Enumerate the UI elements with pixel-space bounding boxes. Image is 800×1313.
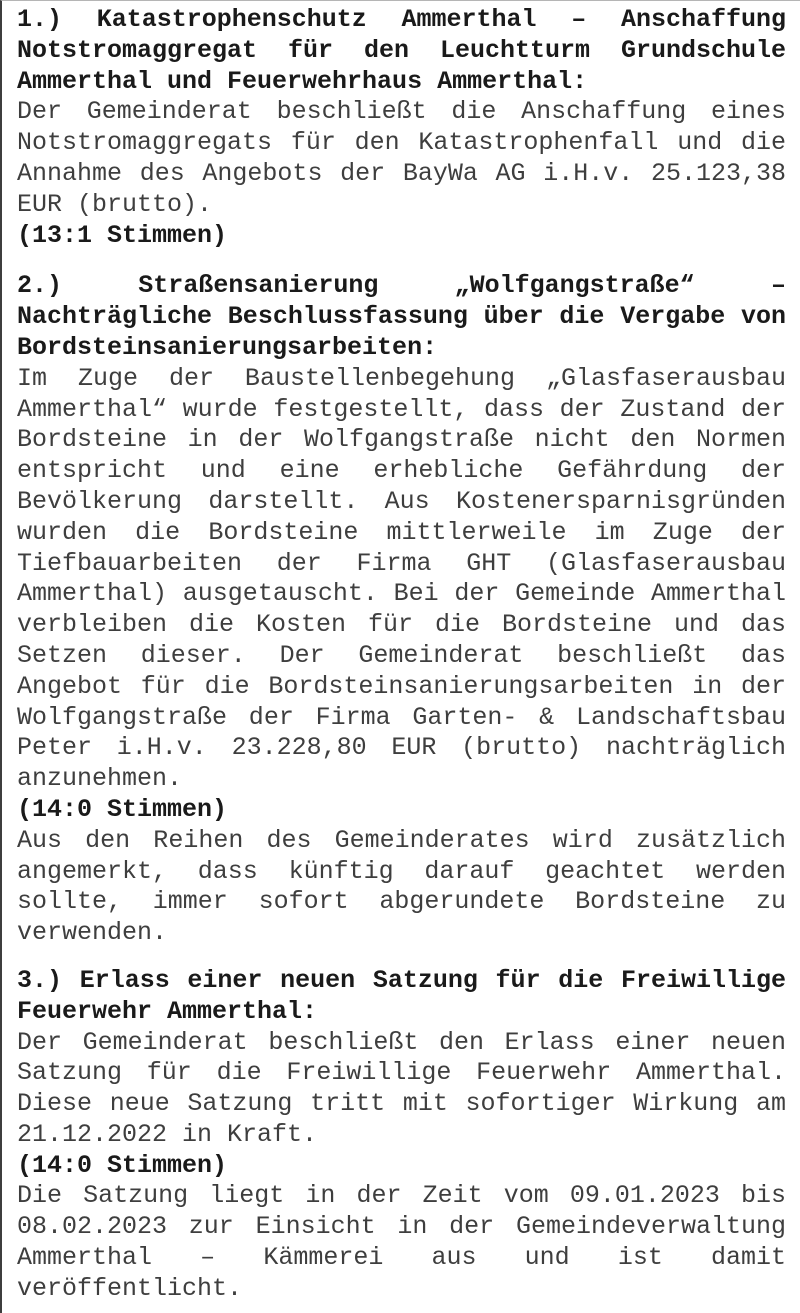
section-3-vote: (14:0 Stimmen)	[17, 1150, 228, 1180]
section-3-body: Der Gemeinderat beschließt den Erlass einer neuen Satzung für die Freiwillige Feuerwehr Ammerthal. Diese neue Satzung tritt mit sofortiger Wirkung am 21.12.2022 in Kraft.	[17, 1027, 786, 1149]
section-2-note: Aus den Reihen des Gemeinderates wird zusätzlich angemerkt, dass künftig darauf geachtet werden sollte, immer sofort abgerundete Bordsteine zu verwenden.	[17, 825, 786, 948]
spacer	[17, 251, 786, 271]
section-2	[17, 271, 786, 949]
spacer	[17, 949, 786, 966]
section-3-title: 3.) Erlass einer neuen Satzung für die Freiwillige Feuerwehr Ammerthal:	[17, 965, 786, 1026]
section-2-body: Im Zuge der Baustellenbegehung „Glasfaserausbau Ammerthal“ wurde festgestellt, dass der Zustand der Bordsteine in der Wolfgangstraße nicht den Normen entspricht und eine erhebliche Gefährdung der Bevölkerung darstellt. Aus Kostenersparnisgründen wurden die Bordsteine mittlerweile im Zuge der Tiefbauarbeiten der Firma GHT (Glasfaserausbau Ammerthal) ausgetauscht. Bei der Gemeinde Ammerthal verbleiben die Kosten für die Bordsteine und das Setzen dieser. Der Gemeinderat beschließt das Angebot für die Bordsteinsanierungsarbeiten in der Wolfgangstraße der Firma Garten- & Landschaftsbau Peter i.H.v. 23.228,80 EUR (brutto) nachträglich anzunehmen.	[17, 363, 786, 794]
section-3	[17, 966, 786, 1305]
section-1-vote: (13:1 Stimmen)	[17, 220, 228, 250]
section-1	[17, 5, 786, 251]
section-1-title: 1.) Katastrophenschutz Ammerthal – Anschaffung Notstromaggregat für den Leuchtturm Grundschule Ammerthal und Feuerwehrhaus Ammerthal:	[17, 5, 786, 96]
section-2-vote: (14:0 Stimmen)	[17, 794, 228, 824]
section-2-title: 2.) Straßensanierung „Wolfgangstraße“ – Nachträgliche Beschlussfassung über die Vergabe von Bordsteinsanierungsarbeiten:	[17, 271, 786, 362]
section-1-body: Der Gemeinderat beschließt die Anschaffung eines Notstromaggregats für den Katastrophenfall und die Annahme des Angebots der BayWa AG i.H.v. 25.123,38 EUR (brutto).	[17, 97, 786, 219]
section-3-note: Die Satzung liegt in der Zeit vom 09.01.2023 bis 08.02.2023 zur Einsicht in der Gemeindeverwaltung Ammerthal – Kämmerei aus und ist damit veröffentlicht.	[17, 1181, 786, 1303]
